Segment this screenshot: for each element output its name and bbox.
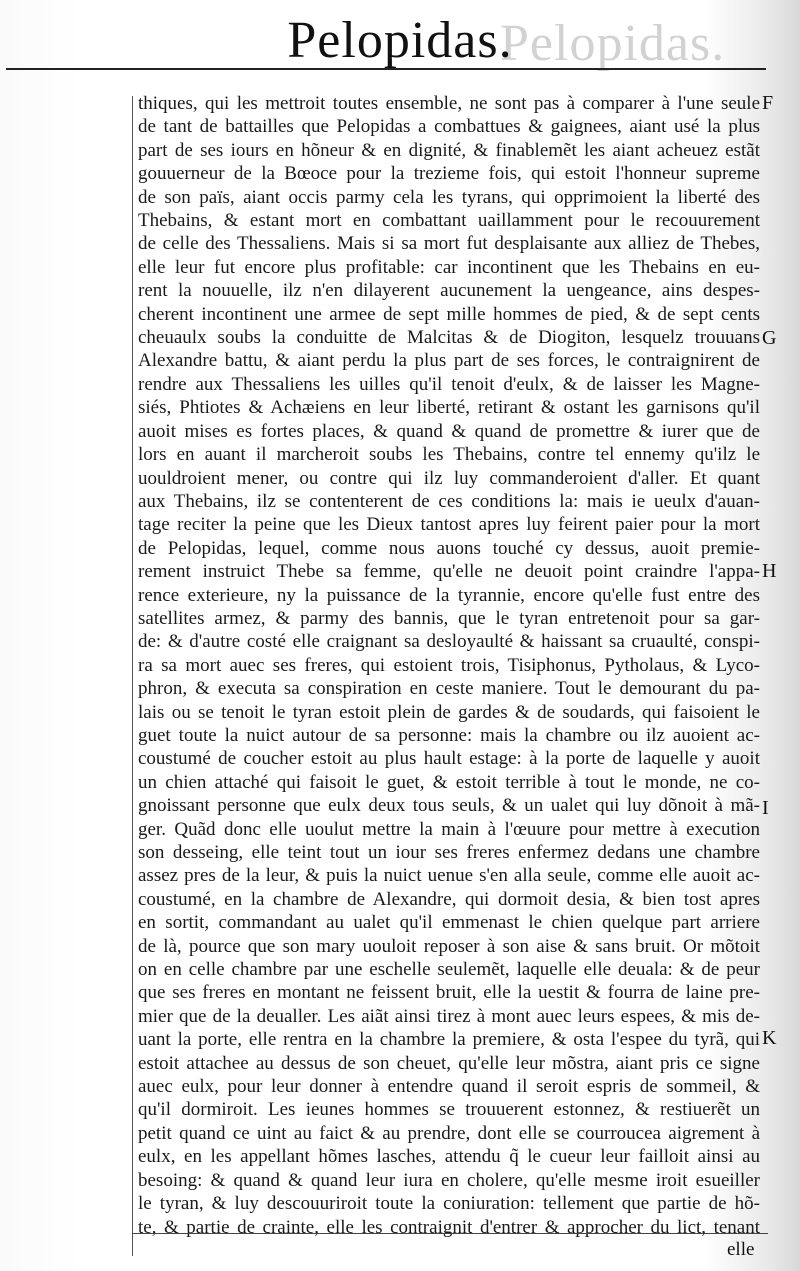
text-line: mier que de la deualler. Les aiãt ainsi tirez à mont auec leurs espees, & mis de-: [138, 1005, 760, 1027]
text-line: rent la nouuelle, ilz n'en dilayerent aucunement la uengeance, ains despes-: [138, 280, 760, 302]
text-line: on en celle chambre par une eschelle seulemẽt, laquelle elle deuala: & de peur: [138, 959, 760, 981]
text-line: cheuaulx soubs la conduitte de Malcitas & de Diogiton, lesquelz trouuans: [138, 327, 760, 349]
text-line: besoing: & quand & quand leur iura en cholere, qu'elle mesme iroit esueiller: [138, 1169, 760, 1191]
text-line: auec eulx, pour leur donner à entendre quand il seroit espris de sommeil, &: [138, 1076, 760, 1098]
margin-rule: [132, 96, 133, 1256]
text-line: coustumé, en la chambre de Alexandre, qui dormoit desia, & bien tost apres: [138, 888, 760, 910]
text-line: cherent incontinent une armee de sept mille hommes de pied, & de sept cents: [138, 303, 760, 325]
text-line: que ses freres en montant ne feissent bruit, elle la uestit & fourra de laine pre-: [138, 982, 760, 1004]
text-line: Alexandre battu, & aiant perdu la plus part de ses forces, le contraignirent de: [138, 350, 760, 372]
text-line: auoit mises es fortes places, & quand & quand de promettre & iurer que de: [138, 420, 760, 442]
text-line: rendre aux Thessaliens les uilles qu'il tenoit d'eulx, & de laisser les Magne-: [138, 373, 760, 395]
text-line: lors en auant il marcheroit soubs les Thebains, contre tel ennemy qu'ilz le: [138, 444, 760, 466]
text-line: gouuerneur de la Bœoce pour la trezieme fois, qui estoit l'honneur supreme: [138, 163, 760, 185]
text-line: ger. Quãd donc elle uoulut mettre la main à l'œuure pour mettre à execution: [138, 818, 760, 840]
text-line: coustumé de coucher estoit au plus hault estage: à la porte de laquelle y auoit: [138, 748, 760, 770]
text-line: lais ou se tenoit le tyran estoit plein de gardes & de soudards, qui faisoient le: [138, 701, 760, 723]
text-line: uant la porte, elle rentra en la chambre la premiere, & osta l'espee du tyrã, qui: [138, 1029, 760, 1051]
text-line: siés, Phtiotes & Achæiens en leur liberté, retirant & ostant les garnisons qu'il: [138, 397, 760, 419]
text-line: satellites armez, & parmy des bannis, que le tyran entretenoit pour sa gar-: [138, 607, 760, 629]
text-line: petit quand ce uint au faict & au prendre, dont elle se courroucea aigrement à: [138, 1122, 760, 1144]
text-line: qu'il dormiroit. Les ieunes hommes se trouuerent estonnez, & restiuerẽt un: [138, 1099, 760, 1121]
text-line: de celle des Thessaliens. Mais si sa mort fut desplaisante aux alliez de Thebes,: [138, 233, 760, 255]
text-line: eulx, en les appellant hõmes lasches, attendu q̃ le cueur leur failloit ainsi au: [138, 1146, 760, 1168]
text-line: le tyran, & luy descouuriroit toute la coniuration: tellement que partie de hõ-: [138, 1193, 760, 1215]
text-line: gnoissant personne que eulx deux tous seuls, & un ualet qui luy dõnoit à mã-: [138, 795, 760, 817]
text-line: assez pres de la leur, & puis la nuict uenue s'en alla seule, comme elle auoit ac-: [138, 865, 760, 887]
text-line: guet toute la nuict autour de sa personne: mais la chambre ou ilz auoient ac-: [138, 724, 760, 746]
text-line: de son païs, aiant occis parmy cela les tyrans, qui opprimoient la liberté des: [138, 186, 760, 208]
header-rule: [6, 68, 766, 70]
text-line: elle leur fut encore plus profitable: car incontinent que les Thebains en eu-: [138, 256, 760, 278]
margin-marker-g: G: [762, 327, 777, 349]
text-line: en sortit, commandant au ualet qu'il emmenast le chien quelque part arriere: [138, 912, 760, 934]
footer-rule: [132, 1233, 768, 1234]
text-line: estoit attachee au dessus de son cheuet, qu'elle leur mõstra, aiant pris ce signe: [138, 1052, 760, 1074]
text-line: de Pelopidas, lequel, comme nous auons touché cy dessus, auoit premie-: [138, 537, 760, 559]
text-line: ra sa mort auec ses freres, qui estoient trois, Tisiphonus, Pytholaus, & Lyco-: [138, 654, 760, 676]
text-line: rement instruict Thebe sa femme, qu'elle ne deuoit point craindre l'appa-: [138, 561, 760, 583]
text-line: aux Thebains, ilz se contenterent de ces conditions la: mais ie ueulx d'auan-: [138, 490, 760, 512]
text-line: rence exterieure, ny la puissance de la tyrannie, encore qu'elle fust entre des: [138, 584, 760, 606]
margin-marker-k: K: [762, 1027, 777, 1049]
text-line: part de ses iours en hõneur & en dignité, & finablemẽt les aiant acheuez estãt: [138, 139, 760, 161]
body-text: [138, 92, 760, 1239]
show-through-title: Pelopidas.: [500, 15, 726, 72]
running-title: Pelopidas.: [287, 12, 513, 69]
margin-marker-i: I: [762, 797, 769, 819]
text-line: de: & d'autre costé elle craignant sa desloyaulté & haissant sa cruaulté, conspi-: [138, 631, 760, 653]
text-line: un chien attaché qui faisoit le guet, & estoit terrible à tout le monde, ne co-: [138, 771, 760, 793]
text-line: son desseing, elle teint tout un iour ses freres enfermez dedans une chambre: [138, 842, 760, 863]
margin-marker-h: H: [762, 560, 777, 582]
text-line: Thebains, & estant mort en combattant uaillamment pour le recouurement: [138, 210, 760, 232]
catchword: elle: [727, 1239, 755, 1260]
text-line: tage reciter la peine que les Dieux tantost apres luy feirent paier pour la mort: [138, 514, 760, 536]
text-line: uouldroient mener, ou contre qui ilz luy commanderoient d'aller. Et quant: [138, 467, 760, 489]
margin-marker-f: F: [762, 92, 774, 114]
text-line: phron, & executa sa conspiration en ceste maniere. Tout le demourant du pa-: [138, 678, 760, 700]
text-line: de tant de battailles que Pelopidas a combattues & gaignees, aiant usé la plus: [138, 116, 760, 138]
text-line: thiques, qui les mettroit toutes ensemble, ne sont pas à comparer à l'une seule: [138, 93, 760, 114]
text-line: de là, pource que son mary uouloit reposer à son aise & sans bruit. Or mõtoit: [138, 935, 760, 957]
text-line: te, & partie de crainte, elle les contraignit d'entrer & approcher du lict, tenant: [138, 1216, 760, 1238]
